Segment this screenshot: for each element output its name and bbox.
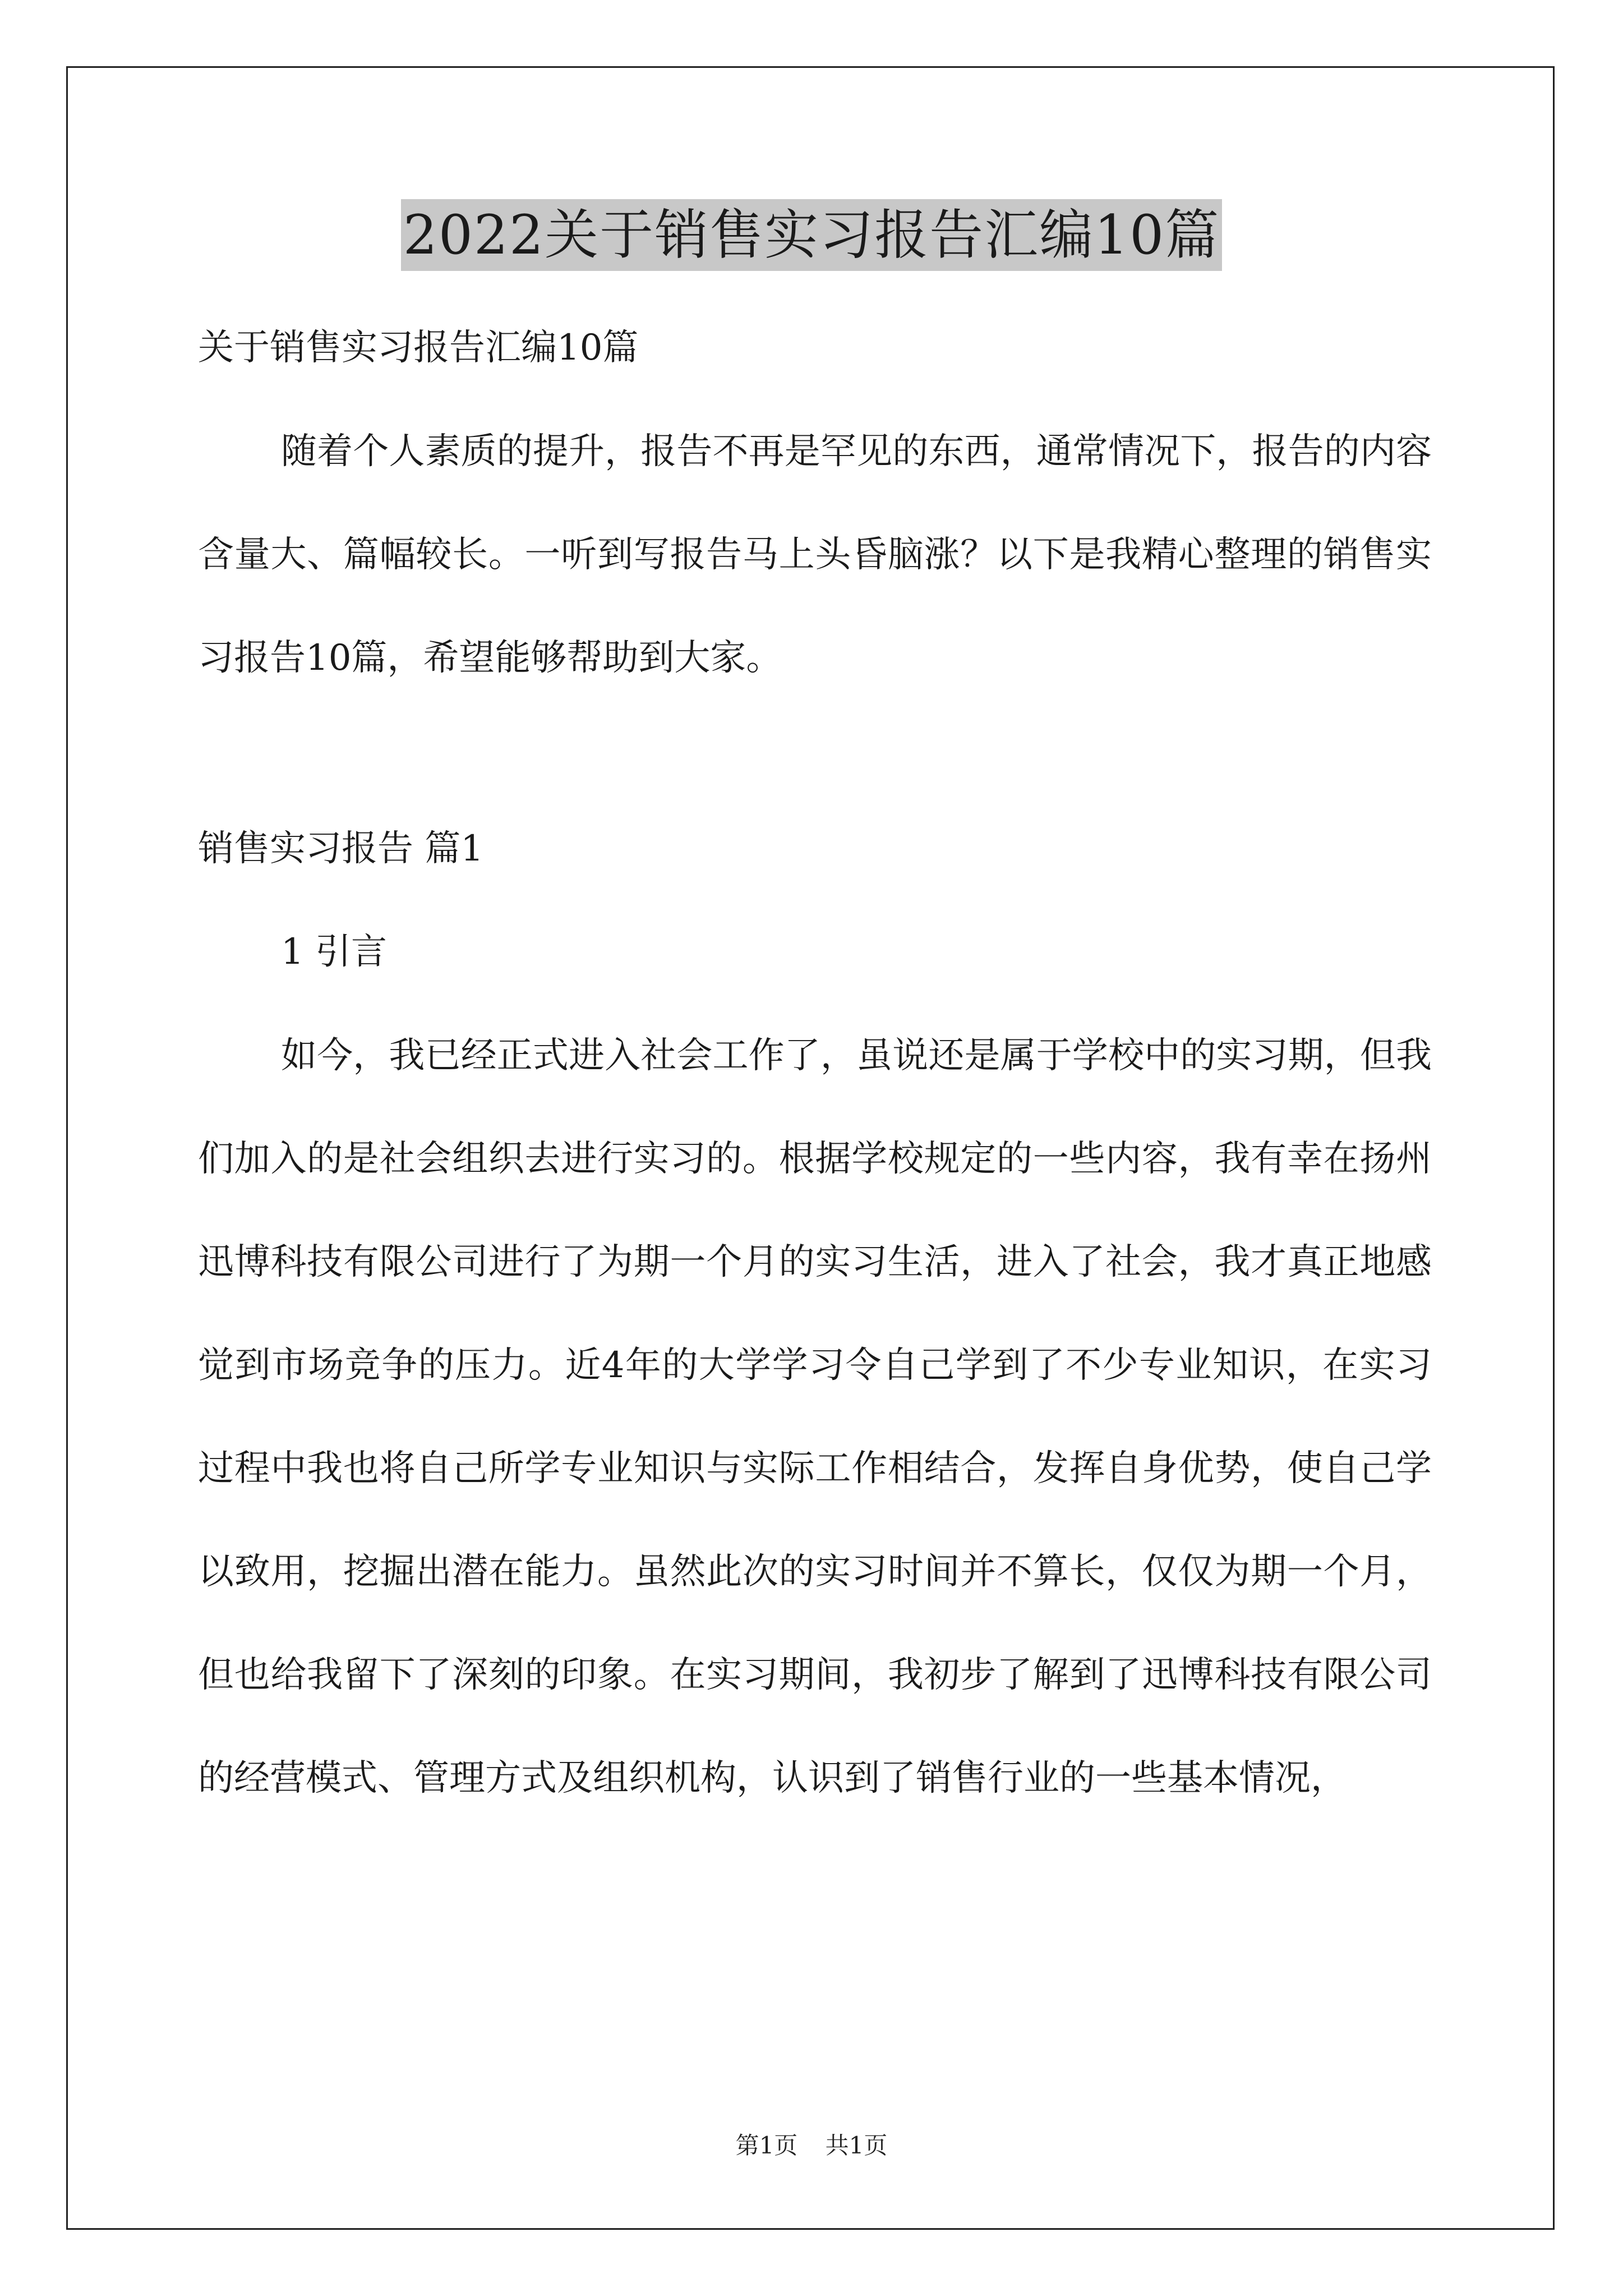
- intro-paragraph: 随着个人素质的提升，报告不再是罕见的东西，通常情况下，报告的内容含量大、篇幅较长。一听到写报告马上头昏脑涨？以下是我精心整理的销售实习报告10篇，希望能够帮助到大家。: [198, 431, 1432, 679]
- page-number: 第1页: [735, 2132, 798, 2159]
- page-total: 共1页: [825, 2132, 888, 2159]
- body-paragraph: 如今，我已经正式进入社会工作了，虽说还是属于学校中的实习期，但我们加入的是社会组织去进行实习的。根据学校规定的一些内容，我有幸在扬州迅博科技有限公司进行了为期一个月的实习生活，进入了社会，我才真正地感觉到市场竞争的压力。近4年的大学学习令自己学到了不少专业知识，在实习过程中我也将自己所学专业知识与实际工作相结合，发挥自身优势，使自己学以致用，挖掘出潜在能力。虽然此次的实习时间并不算长，仅仅为期一个月，但也给我留下了深刻的印象。在实习期间，我初步了解到了迅博科技有限公司的经营模式、管理方式及组织机构，认识到了销售行业的一些基本情况，: [198, 1035, 1432, 1799]
- document-title-block: [0, 199, 1623, 271]
- page-footer: [0, 2127, 1623, 2161]
- section-heading: 销售实习报告 篇1: [198, 828, 484, 869]
- document-body: [198, 321, 1432, 1830]
- document-title: 2022关于销售实习报告汇编10篇: [401, 199, 1222, 271]
- document-subtitle: 关于销售实习报告汇编10篇: [198, 327, 639, 369]
- subsection-heading: 1 引言: [281, 931, 388, 973]
